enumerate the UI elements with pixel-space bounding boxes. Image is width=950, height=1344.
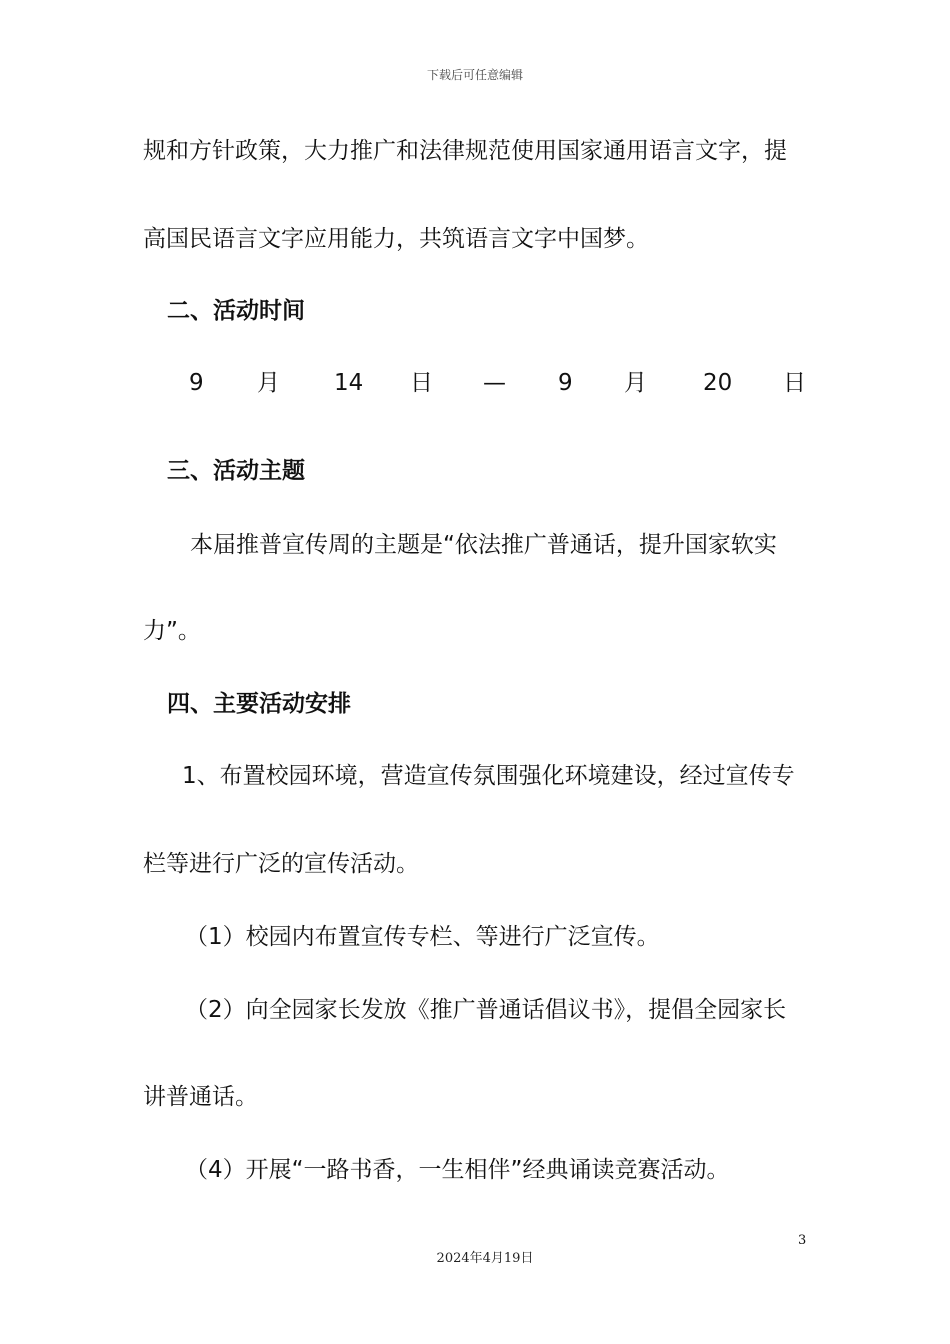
list-item: （1）校园内布置宣传专栏、等进行广泛宣传。 xyxy=(185,924,660,950)
paragraph-line: 本届推普宣传周的主题是“依法推广普通话，提升国家软实 xyxy=(190,532,777,558)
date-part: 月 xyxy=(257,370,280,396)
page-number: 3 xyxy=(798,1233,807,1248)
list-item: （4）开展“一路书香，一生相伴”经典诵读竞赛活动。 xyxy=(185,1157,730,1183)
section-heading-theme: 三、活动主题 xyxy=(167,458,305,484)
paragraph-line: 栏等进行广泛的宣传活动。 xyxy=(143,851,419,877)
paragraph-line: 高国民语言文字应用能力，共筑语言文字中国梦。 xyxy=(143,226,649,252)
paragraph-line: 规和方针政策，大力推广和法律规范使用国家通用语言文字，提 xyxy=(143,138,787,164)
activity-date-range xyxy=(143,367,813,399)
date-part: — xyxy=(483,370,506,396)
section-heading-activities: 四、主要活动安排 xyxy=(167,691,351,717)
date-part: 20 xyxy=(703,370,733,396)
date-part: 14 xyxy=(334,370,364,396)
date-part: 月 xyxy=(624,370,647,396)
page-header: 下载后可任意编辑 xyxy=(426,68,523,82)
section-heading-time: 二、活动时间 xyxy=(167,298,305,324)
date-part: 9 xyxy=(558,370,573,396)
date-part: 日 xyxy=(783,370,806,396)
date-part: 9 xyxy=(189,370,204,396)
list-item: （2）向全园家长发放《推广普通话倡议书》，提倡全园家长 xyxy=(185,997,787,1023)
paragraph-line: 讲普通话。 xyxy=(143,1084,258,1110)
paragraph-line: 力”。 xyxy=(143,618,201,644)
date-part: 日 xyxy=(410,370,433,396)
footer-date: 2024年4月19日 xyxy=(436,1251,534,1266)
paragraph-line: 1、布置校园环境，营造宣传氛围强化环境建设，经过宣传专 xyxy=(182,763,795,789)
